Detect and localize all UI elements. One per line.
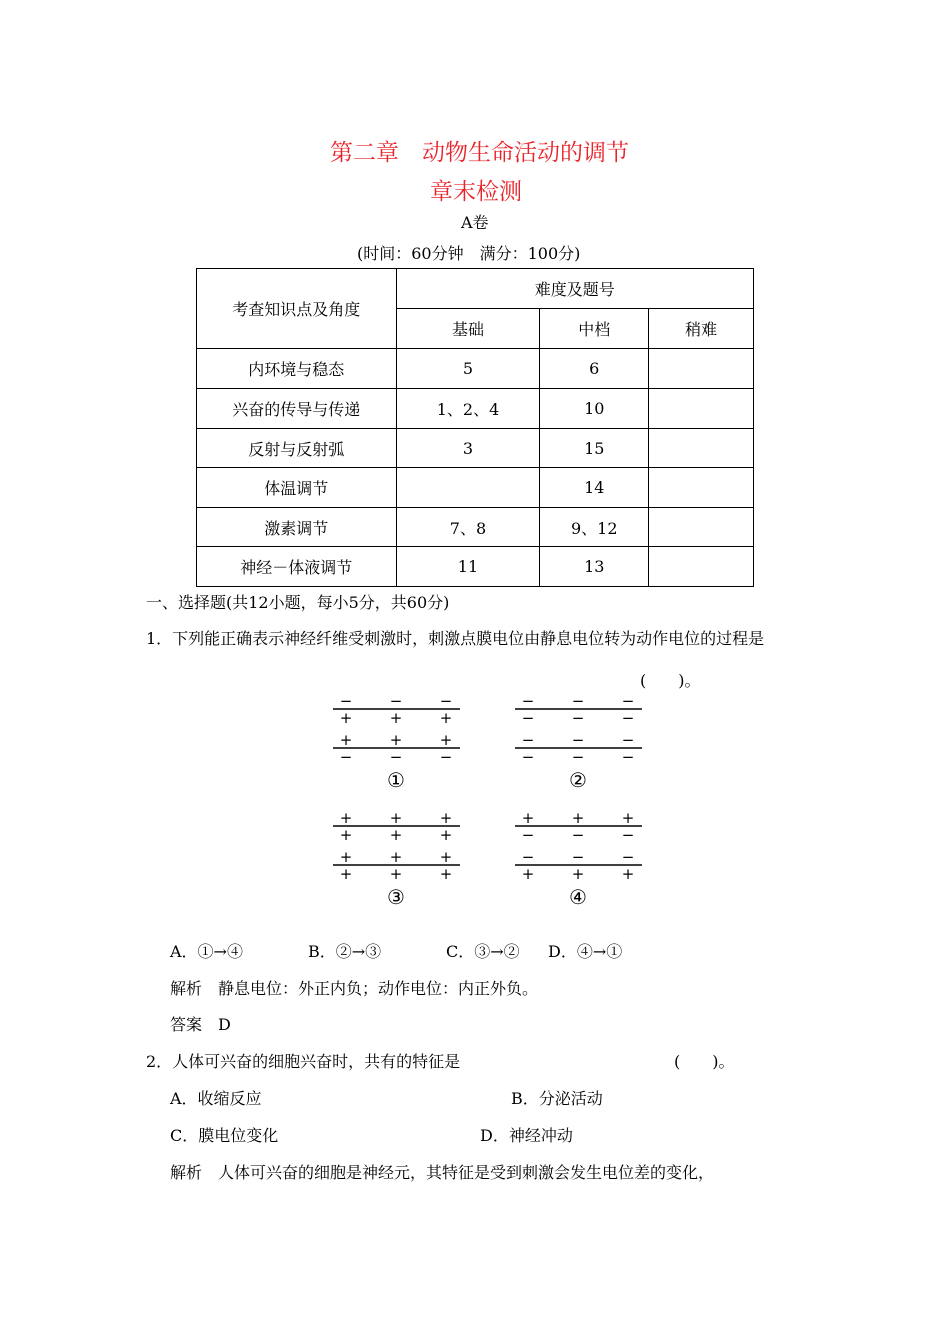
- membrane-diagram-4: [512, 812, 647, 910]
- membrane-diagram-1: [330, 695, 465, 793]
- sign: −: [571, 709, 585, 727]
- sign: −: [521, 731, 535, 749]
- sign: −: [521, 709, 535, 727]
- sign: −: [571, 695, 585, 710]
- sign: +: [439, 731, 453, 749]
- diagram-label: ②: [569, 768, 587, 792]
- row-medium: 6: [540, 349, 649, 389]
- row-basic: 5: [396, 349, 540, 389]
- sign: −: [621, 848, 635, 866]
- sign: +: [389, 826, 403, 844]
- q2-answer-bracket: ( )。: [674, 1052, 735, 1071]
- table-row: [197, 468, 754, 508]
- sign: +: [521, 865, 535, 883]
- table-row: [197, 349, 754, 389]
- table-row: [197, 429, 754, 468]
- row-hard: [649, 508, 754, 547]
- sign: +: [389, 865, 403, 883]
- q1-answer: 答案 D: [170, 1015, 231, 1034]
- row-hard: [649, 547, 754, 587]
- row-topic: 神经－体液调节: [197, 547, 397, 587]
- row-basic: 3: [396, 429, 540, 468]
- sign: +: [439, 826, 453, 844]
- row-medium: 13: [540, 547, 649, 587]
- table-row: [197, 508, 754, 547]
- sign: −: [521, 695, 535, 710]
- sign: +: [339, 865, 353, 883]
- q2-option-c[interactable]: C．膜电位变化: [170, 1126, 279, 1145]
- q1-stem: 1．下列能正确表示神经纤维受刺激时，刺激点膜电位由静息电位转为动作电位的过程是: [146, 629, 765, 648]
- time-info: (时间：60分钟 满分：100分): [357, 244, 581, 263]
- sign: +: [621, 865, 635, 883]
- sign: −: [571, 826, 585, 844]
- q1-option-c[interactable]: C．③→②: [446, 942, 520, 961]
- diagram-label: ③: [387, 885, 405, 909]
- sign: −: [621, 748, 635, 766]
- row-hard: [649, 429, 754, 468]
- q1-option-b[interactable]: B．②→③: [308, 942, 382, 961]
- sign: +: [339, 709, 353, 727]
- sign: +: [389, 812, 403, 827]
- sign: +: [339, 812, 353, 827]
- sign: −: [521, 826, 535, 844]
- row-hard: [649, 389, 754, 429]
- sign: +: [389, 848, 403, 866]
- subheader-basic: 基础: [396, 309, 540, 349]
- row-basic: 1、2、4: [396, 389, 540, 429]
- sign: +: [439, 865, 453, 883]
- q1-analysis: 解析 静息电位：外正内负；动作电位：内正外负。: [170, 979, 539, 998]
- q1-option-a[interactable]: A．①→④: [170, 942, 243, 961]
- row-basic: [396, 468, 540, 508]
- sign: +: [571, 812, 585, 827]
- sign: +: [439, 812, 453, 827]
- membrane-diagram-2: [512, 695, 647, 793]
- row-topic: 激素调节: [197, 508, 397, 547]
- sign: −: [339, 695, 353, 710]
- q2-option-a[interactable]: A．收缩反应: [170, 1089, 262, 1108]
- table-row: [197, 389, 754, 429]
- sign: −: [571, 748, 585, 766]
- q2-option-d[interactable]: D．神经冲动: [480, 1126, 573, 1145]
- row-basic: 11: [396, 547, 540, 587]
- sign: −: [389, 748, 403, 766]
- sign: +: [439, 709, 453, 727]
- sign: −: [621, 826, 635, 844]
- sign: +: [389, 731, 403, 749]
- volume-label: A卷: [461, 213, 489, 232]
- sign: +: [571, 865, 585, 883]
- sign: +: [339, 731, 353, 749]
- sign: −: [571, 731, 585, 749]
- row-basic: 7、8: [396, 508, 540, 547]
- knowledge-table: [196, 268, 754, 587]
- sign: −: [621, 695, 635, 710]
- row-topic: 兴奋的传导与传递: [197, 389, 397, 429]
- row-topic: 内环境与稳态: [197, 349, 397, 389]
- sign: +: [389, 709, 403, 727]
- sign: +: [339, 826, 353, 844]
- q2-stem: 2．人体可兴奋的细胞兴奋时，共有的特征是: [146, 1052, 461, 1071]
- diagram-label: ④: [569, 885, 587, 909]
- sign: −: [521, 748, 535, 766]
- diagram-label: ①: [387, 768, 405, 792]
- subheader-medium: 中档: [540, 309, 649, 349]
- row-medium: 9、12: [540, 508, 649, 547]
- sign: −: [439, 695, 453, 710]
- row-hard: [649, 468, 754, 508]
- q1-option-d[interactable]: D．④→①: [548, 942, 623, 961]
- sign: −: [521, 848, 535, 866]
- membrane-diagram-3: [330, 812, 465, 910]
- chapter-title: 第二章 动物生命活动的调节: [330, 140, 629, 166]
- sign: −: [621, 709, 635, 727]
- sign: −: [571, 848, 585, 866]
- sign: +: [521, 812, 535, 827]
- q2-analysis: 解析 人体可兴奋的细胞是神经元，其特征是受到刺激会发生电位差的变化，: [170, 1163, 715, 1182]
- header-topic: 考查知识点及角度: [197, 269, 397, 349]
- row-topic: 体温调节: [197, 468, 397, 508]
- sign: −: [439, 748, 453, 766]
- q1-answer-bracket: ( )。: [640, 671, 701, 690]
- header-difficulty: 难度及题号: [396, 269, 753, 309]
- sign: −: [621, 731, 635, 749]
- subheader-hard: 稍难: [649, 309, 754, 349]
- sign: −: [339, 748, 353, 766]
- row-topic: 反射与反射弧: [197, 429, 397, 468]
- sign: −: [389, 695, 403, 710]
- table-row: [197, 547, 754, 587]
- sign: +: [439, 848, 453, 866]
- sign: +: [339, 848, 353, 866]
- row-medium: 10: [540, 389, 649, 429]
- row-hard: [649, 349, 754, 389]
- sign: +: [621, 812, 635, 827]
- section-heading: 一、选择题(共12小题，每小5分，共60分): [146, 593, 450, 612]
- row-medium: 14: [540, 468, 649, 508]
- chapter-subtitle: 章末检测: [430, 179, 522, 205]
- q2-option-b[interactable]: B．分泌活动: [511, 1089, 603, 1108]
- row-medium: 15: [540, 429, 649, 468]
